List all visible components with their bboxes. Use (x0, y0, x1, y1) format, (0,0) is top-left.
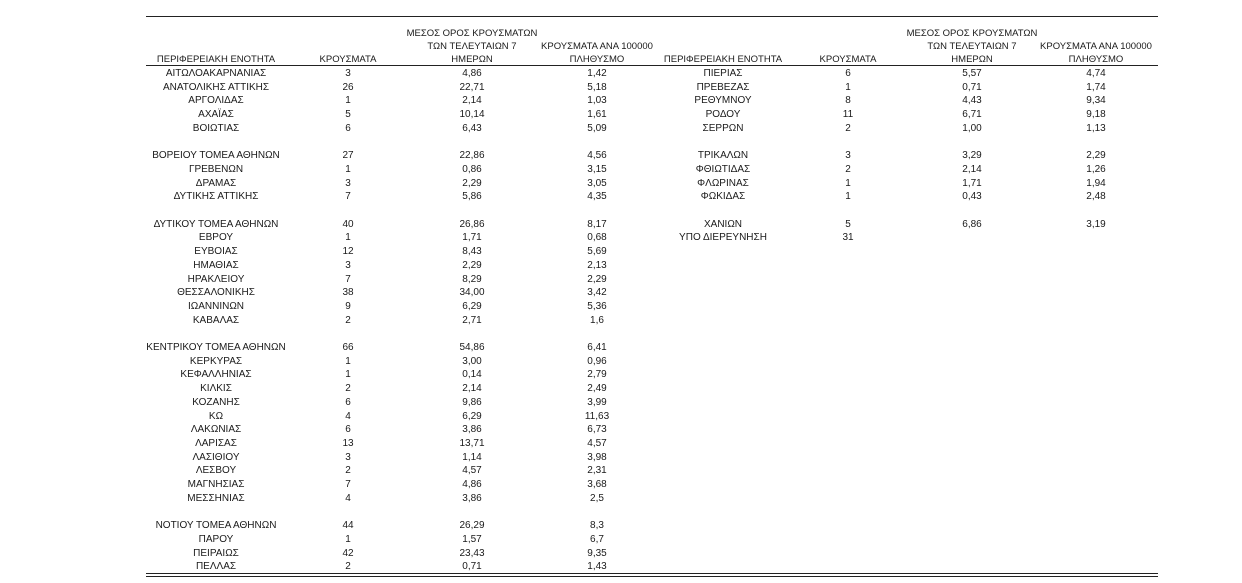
per100k-cell: 2,79 (587, 369, 607, 381)
per100k-cell: 1,43 (587, 561, 607, 573)
region-cell: ΔΥΤΙΚΟΥ ΤΟΜΕΑ ΑΘΗΝΩΝ (153, 218, 279, 230)
avg-7day-cell: 2,14 (462, 383, 482, 395)
region-cell: ΠΙΕΡΙΑΣ (703, 68, 743, 79)
per100k-cell: 0,68 (587, 232, 607, 244)
region-cell: ΔΡΑΜΑΣ (195, 177, 237, 189)
avg-7day-cell: 0,43 (962, 191, 982, 203)
avg-7day-cell: 2,71 (462, 314, 482, 326)
region-cell: ΒΟΡΕΙΟΥ ΤΟΜΕΑ ΑΘΗΝΩΝ (152, 150, 280, 162)
cases-cell: 38 (342, 287, 354, 299)
region-cell: ΑΧΑΪΑΣ (198, 109, 234, 121)
per100k-cell: 2,29 (587, 273, 607, 285)
region-cell: ΚΙΛΚΙΣ (200, 383, 232, 395)
per100k-cell: 8,3 (590, 520, 604, 532)
per100k-cell: 9,34 (1086, 95, 1106, 107)
cases-cell: 1 (345, 163, 351, 175)
per100k-cell: 1,94 (1086, 177, 1106, 189)
avg-7day-cell: 3,00 (462, 355, 482, 367)
avg-7day-cell: 9,86 (462, 396, 482, 408)
per100k-cell: 11,63 (584, 410, 610, 422)
avg-7day-cell: 1,57 (462, 533, 482, 545)
per100k-cell: 3,42 (587, 287, 607, 299)
region-cell: ΚΟΖΑΝΗΣ (192, 396, 240, 408)
region-cell: ΠΕΙΡΑΙΩΣ (193, 547, 239, 559)
avg-7day-cell: 2,29 (462, 259, 482, 271)
avg-7day-cell: 22,86 (459, 150, 485, 162)
avg-7day-cell: 3,29 (962, 150, 982, 162)
region-cell: ΡΕΘΥΜΝΟΥ (694, 95, 752, 107)
cases-cell: 44 (342, 520, 354, 532)
header-cases-left: ΚΡΟΥΣΜΑΤΑ (319, 54, 377, 65)
region-cell: ΣΕΡΡΩΝ (702, 122, 744, 134)
per100k-cell: 2,49 (587, 383, 607, 395)
cases-cell: 6 (345, 396, 351, 408)
cases-cell: 3 (345, 177, 351, 189)
avg-7day-cell: 6,29 (462, 300, 482, 312)
avg-7day-cell: 4,86 (462, 479, 482, 490)
region-cell: ΦΛΩΡΙΝΑΣ (697, 177, 749, 189)
per100k-cell: 3,68 (587, 479, 607, 490)
per100k-cell: 3,99 (587, 396, 607, 408)
region-cell: ΝΟΤΙΟΥ ΤΟΜΕΑ ΑΘΗΝΩΝ (155, 520, 277, 532)
avg-7day-cell: 1,71 (462, 232, 482, 244)
region-cell: ΗΜΑΘΙΑΣ (193, 259, 239, 271)
per100k-cell: 5,69 (587, 246, 607, 258)
cases-cell: 1 (345, 232, 351, 244)
cases-cell: 2 (345, 383, 351, 395)
cases-cell: 2 (345, 465, 351, 477)
header-rule-left (146, 65, 654, 66)
avg-7day-cell: 1,00 (962, 122, 982, 134)
cases-cell: 3 (345, 451, 351, 463)
cases-cell: 3 (345, 259, 351, 271)
avg-7day-cell: 6,71 (962, 109, 982, 121)
per100k-cell: 4,35 (587, 191, 607, 203)
cases-cell: 6 (345, 122, 351, 134)
per100k-cell: 6,7 (590, 533, 604, 545)
cases-cell: 1 (845, 177, 851, 189)
cases-cell: 1 (345, 355, 351, 367)
header-avg-left-1: ΜΕΣΟΣ ΟΡΟΣ ΚΡΟΥΣΜΑΤΩΝ (406, 28, 538, 39)
avg-7day-cell: 0,86 (462, 163, 482, 175)
avg-7day-cell: 0,71 (962, 81, 982, 93)
header-region-right: ΠΕΡΙΦΕΡΕΙΑΚΗ ΕΝΟΤΗΤΑ (663, 54, 783, 65)
cases-cell: 2 (845, 122, 851, 134)
region-cell: ΜΑΓΝΗΣΙΑΣ (187, 479, 245, 490)
per100k-cell: 4,57 (587, 437, 607, 449)
region-cell: ΔΥΤΙΚΗΣ ΑΤΤΙΚΗΣ (173, 191, 259, 203)
avg-7day-cell: 2,14 (462, 95, 482, 107)
region-cell: ΠΑΡΟΥ (198, 533, 234, 545)
region-cell: ΓΡΕΒΕΝΩΝ (188, 163, 244, 175)
header-region-left: ΠΕΡΙΦΕΡΕΙΑΚΗ ΕΝΟΤΗΤΑ (156, 54, 276, 65)
cases-cell: 27 (342, 150, 354, 162)
header-per100k-right-1: ΚΡΟΥΣΜΑΤΑ ΑΝΑ 100000 (1040, 41, 1152, 52)
region-cell: ΛΕΣΒΟΥ (195, 465, 237, 477)
region-cell: ΕΥΒΟΙΑΣ (194, 246, 238, 258)
cases-cell: 7 (345, 479, 351, 490)
cases-cell: 31 (842, 232, 854, 244)
cases-cell: 12 (342, 246, 354, 258)
cases-cell: 3 (345, 68, 351, 79)
per100k-cell: 1,03 (587, 95, 607, 107)
region-cell: ΚΕΦΑΛΛΗΝΙΑΣ (180, 369, 252, 381)
per100k-cell: 3,19 (1086, 218, 1106, 230)
header-avg-right-2: ΤΩΝ ΤΕΛΕΥΤΑΙΩΝ 7 (927, 41, 1017, 52)
cases-cell: 6 (845, 68, 851, 79)
cases-cell: 40 (342, 218, 354, 230)
cases-cell: 2 (345, 561, 351, 573)
header-avg-left-2: ΤΩΝ ΤΕΛΕΥΤΑΙΩΝ 7 (427, 41, 517, 52)
cases-cell: 9 (345, 300, 351, 312)
avg-7day-cell: 2,29 (462, 177, 482, 189)
per100k-cell: 8,17 (587, 218, 607, 230)
avg-7day-cell: 3,86 (462, 492, 482, 504)
region-cell: ΛΑΣΙΘΙΟΥ (192, 451, 240, 463)
per100k-cell: 5,09 (587, 122, 607, 134)
region-cell: ΗΡΑΚΛΕΙΟΥ (187, 273, 245, 285)
cases-cell: 1 (345, 369, 351, 381)
cases-cell: 26 (342, 81, 354, 93)
per100k-cell: 3,15 (587, 163, 607, 175)
cases-cell: 8 (845, 95, 851, 107)
per100k-cell: 4,74 (1086, 68, 1106, 79)
region-cell: ΑΝΑΤΟΛΙΚΗΣ ΑΤΤΙΚΗΣ (162, 81, 270, 93)
region-cell: ΠΡΕΒΕΖΑΣ (696, 81, 750, 93)
avg-7day-cell: 10,14 (459, 109, 485, 121)
cases-cell: 1 (845, 191, 851, 203)
avg-7day-cell: 1,14 (462, 451, 482, 463)
bottom-rule (146, 573, 1158, 574)
per100k-cell: 3,05 (587, 177, 607, 189)
cases-cell: 2 (345, 314, 351, 326)
region-cell: ΚΑΒΑΛΑΣ (192, 314, 240, 326)
cases-cell: 4 (345, 492, 351, 504)
region-cell: ΚΕΝΤΡΙΚΟΥ ΤΟΜΕΑ ΑΘΗΝΩΝ (146, 342, 286, 353)
cases-cell: 66 (342, 342, 354, 353)
per100k-cell: 2,13 (587, 259, 607, 271)
cases-cell: 1 (345, 95, 351, 107)
region-cell: ΛΑΚΩΝΙΑΣ (190, 424, 242, 436)
region-cell: ΚΩ (208, 410, 224, 422)
per100k-cell: 0,96 (587, 355, 607, 367)
region-cell: ΥΠΟ ΔΙΕΡΕΥΝΗΣΗ (679, 232, 767, 244)
cases-cell: 4 (345, 410, 351, 422)
per100k-cell: 6,41 (587, 342, 607, 353)
avg-7day-cell: 34,00 (459, 287, 485, 299)
header-avg-right-3: ΗΜΕΡΩΝ (951, 54, 993, 65)
region-cell: ΘΕΣΣΑΛΟΝΙΚΗΣ (177, 287, 255, 299)
per100k-cell: 1,26 (1086, 163, 1106, 175)
bottom-rule-2 (146, 576, 1158, 577)
region-cell: ΤΡΙΚΑΛΩΝ (697, 150, 749, 162)
per100k-cell: 5,18 (587, 81, 607, 93)
per100k-cell: 1,6 (590, 314, 604, 326)
avg-7day-cell: 26,29 (459, 520, 485, 532)
avg-7day-cell: 6,86 (962, 218, 982, 230)
region-cell: ΧΑΝΙΩΝ (703, 218, 743, 230)
region-cell: ΑΡΓΟΛΙΔΑΣ (188, 95, 244, 107)
region-cell: ΕΒΡΟΥ (198, 232, 234, 244)
header-per100k-right-2: ΠΛΗΘΥΣΜΟ (1068, 54, 1124, 65)
cases-cell: 7 (345, 191, 351, 203)
avg-7day-cell: 6,29 (462, 410, 482, 422)
per100k-cell: 9,35 (587, 547, 607, 559)
header-avg-right-1: ΜΕΣΟΣ ΟΡΟΣ ΚΡΟΥΣΜΑΤΩΝ (906, 28, 1038, 39)
avg-7day-cell: 6,43 (462, 122, 482, 134)
per100k-cell: 2,29 (1086, 150, 1106, 162)
avg-7day-cell: 2,14 (962, 163, 982, 175)
per100k-cell: 1,74 (1086, 81, 1106, 93)
cases-cell: 13 (342, 437, 354, 449)
cases-cell: 5 (345, 109, 351, 121)
cases-cell: 7 (345, 273, 351, 285)
region-cell: ΙΩΑΝΝΙΝΩΝ (187, 300, 245, 312)
region-cell: ΦΘΙΩΤΙΔΑΣ (695, 163, 751, 175)
header-rule-right (654, 65, 1158, 66)
per100k-cell: 4,56 (587, 150, 607, 162)
per100k-cell: 9,18 (1086, 109, 1106, 121)
avg-7day-cell: 4,43 (962, 95, 982, 107)
region-cell: ΦΩΚΙΔΑΣ (700, 191, 746, 203)
cases-cell: 5 (845, 218, 851, 230)
header-avg-left-3: ΗΜΕΡΩΝ (451, 54, 493, 65)
avg-7day-cell: 5,86 (462, 191, 482, 203)
cases-cell: 1 (345, 533, 351, 545)
avg-7day-cell: 4,86 (462, 68, 482, 79)
avg-7day-cell: 0,71 (462, 561, 482, 573)
cases-cell: 11 (842, 109, 854, 121)
region-cell: ΠΕΛΛΑΣ (195, 561, 237, 573)
per100k-cell: 3,98 (587, 451, 607, 463)
per100k-cell: 2,48 (1086, 191, 1106, 203)
per100k-cell: 2,31 (587, 465, 607, 477)
avg-7day-cell: 3,86 (462, 424, 482, 436)
per100k-cell: 5,36 (587, 300, 607, 312)
region-cell: ΒΟΙΩΤΙΑΣ (192, 122, 240, 134)
avg-7day-cell: 26,86 (459, 218, 485, 230)
avg-7day-cell: 8,43 (462, 246, 482, 258)
per100k-cell: 1,13 (1086, 122, 1106, 134)
avg-7day-cell: 54,86 (459, 342, 485, 353)
header-per100k-left-2: ΠΛΗΘΥΣΜΟ (569, 54, 625, 65)
per100k-cell: 1,61 (587, 109, 607, 121)
cases-cell: 6 (345, 424, 351, 436)
region-cell: ΚΕΡΚΥΡΑΣ (189, 355, 243, 367)
avg-7day-cell: 0,14 (462, 369, 482, 381)
cases-cell: 1 (845, 81, 851, 93)
avg-7day-cell: 1,71 (962, 177, 982, 189)
top-rule (146, 16, 1158, 17)
avg-7day-cell: 23,43 (459, 547, 485, 559)
avg-7day-cell: 8,29 (462, 273, 482, 285)
region-cell: ΜΕΣΣΗΝΙΑΣ (187, 492, 245, 504)
region-cell: ΛΑΡΙΣΑΣ (195, 437, 237, 449)
cases-cell: 42 (342, 547, 354, 559)
per100k-cell: 1,42 (587, 68, 607, 79)
cases-cell: 3 (845, 150, 851, 162)
avg-7day-cell: 13,71 (459, 437, 485, 449)
region-cell: ΑΙΤΩΛΟΑΚΑΡΝΑΝΙΑΣ (165, 68, 267, 79)
per100k-cell: 2,5 (590, 492, 604, 504)
header-cases-right: ΚΡΟΥΣΜΑΤΑ (819, 54, 877, 65)
region-cell: ΡΟΔΟΥ (705, 109, 741, 121)
avg-7day-cell: 4,57 (462, 465, 482, 477)
avg-7day-cell: 5,57 (962, 68, 982, 79)
avg-7day-cell: 22,71 (459, 81, 485, 93)
per100k-cell: 6,73 (587, 424, 607, 436)
cases-cell: 2 (845, 163, 851, 175)
header-per100k-left-1: ΚΡΟΥΣΜΑΤΑ ΑΝΑ 100000 (541, 41, 653, 52)
